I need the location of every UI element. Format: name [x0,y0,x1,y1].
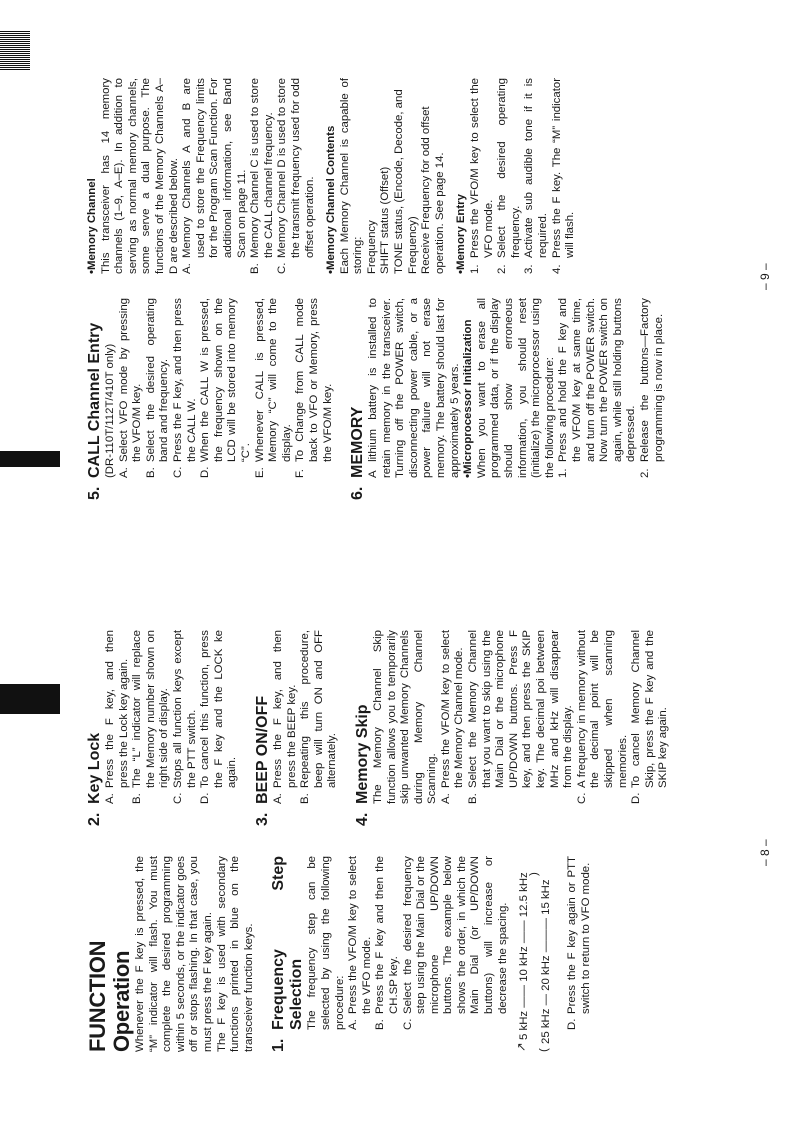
step-a: A. Press the F key, and then press the Lock key again. [104,630,130,804]
subsection-text: This transceiver has 14 memory channels (1–9, A–E). In addition to serving as normal memory channels, some serve a dual purpose. The functions of the Memory Channels A–D are described below. [99,78,180,274]
item-c: C. Memory Channel D is used to store the transmit frequency used for odd offset operation. [276,78,316,274]
step-c: C. Press the F key, and then press the CALL W. [171,298,198,478]
content-line: TONE status, (Encode, Decode, and Frequency) [393,89,419,274]
section-heading: 3. BEEP ON/OFF [253,695,271,826]
section-tab-left [0,684,60,714]
step-e: E. Whenever CALL is pressed, Memory “C” will come to the display. [253,298,293,478]
step-c: C. Stops all function keys except the PTT switch. [171,630,198,804]
diagram-bottom-row: 25 kHz — 20 kHz ——— 15 kHz [540,879,553,1044]
item-b: B. Memory Channel C is used to store the CALL channel frequency. [249,78,275,274]
step-2: 2. Release the buttons—Factory programming is now in place. [638,298,665,478]
step-b: B. Press the F key and then the CH.SP key. [374,856,400,1030]
step-a: A. Press the VFO/M key to select the Memory Channel mode. [439,630,466,804]
step-2: 2. Select the desired operating frequency. [496,78,522,274]
step-b: B. Select the desired operating band and frequency. [144,298,171,478]
step-d: D. When the CALL W is pressed, the frequency shown on the LCD will be stored into memory “C”. [199,298,252,478]
cycle-return-icon: ) [528,872,541,876]
intro-text-2: The F key is used with secondary functions printed in blue on the transceiver function keys. [215,856,255,1052]
step-b: B. Select the Memory Channel that you want to skip using the Main Dial or the microphone UP/DOWN buttons. Press F key, and then press the SKIP key. The decimal poi between MHz and kHz will disappear from the display. [467,630,575,804]
step-1: 1. Press and hold the F key and the VFO/M key at same time, and turn off the POWER switch. Now turn the POWER switch on again, while still holding buttons depressed. [557,298,638,478]
section-intro: A lithium battery is installed to retain memory in the transceiver. Turning off the POWER switch, disconnecting power cable, or a power failure will not erase memory. The battery should last for approximately 5 years. [367,298,461,478]
section-call-entry [86,298,335,500]
step-d: D. To cancel Memory Channel Skip, press the F key and the SKIP key again. [630,630,670,804]
step-c: C. A frequency in memory without the decimal point will be skipped when scanning memories. [575,630,629,804]
section-beep [254,630,340,826]
section-memory-skip [354,630,671,826]
step-a: A. Select VFO mode by pressing the VFO/M key. [117,298,144,478]
content-line: Receive Frequency for odd offset operation. See page 14. [420,106,446,274]
subsection-heading: •Memory Channel [86,178,98,274]
step-3: 3. Activate sub audible tone if it is required. [523,78,549,274]
step-f: F. To Change from CALL mode back to VFO or Memory, press the VFO/M key. [294,298,334,478]
subsection-heading: •Memory Entry [455,194,468,274]
content-line: Frequency [365,220,378,274]
model-note: (DR-110T/112T/410T only) [104,343,116,478]
edge-marker [0,30,30,70]
section-heading: 5. CALL Channel Entry [86,322,103,500]
subsection-text: When you want to erase all programmed data, or if the display should show erroneous information, you should reset (initialize) the microprocessor using the following procedure: [475,298,556,478]
section-heading: 6. MEMORY [349,406,367,500]
frequency-step-cycle-diagram [516,856,560,1052]
step-d: D. To cancel this function, press the F key and the LOCK ke again. [199,630,239,804]
diagram-top-row: 5 kHz —— 10 kHz —— 12.5 kHz [518,872,531,1040]
column-memory-channel [86,78,578,274]
step-a: A. Press the VFO/M key to select the VFO mode. [347,856,373,1030]
column-function-operation [86,856,593,1052]
section-heading: 4. Memory Skip [353,704,371,826]
cycle-arrow-icon: ↗ [516,1042,529,1052]
step-1: 1. Press the VFO/M key to select the VFO mode. [469,78,495,274]
item-a: A. Memory Channels A and B are used to store the Frequency limits for the Program Scan Function. For additional information, see Band Scan on page 11. [181,78,248,274]
section-heading: 1. Frequency Step Selection [270,856,306,1052]
cycle-curve-icon: ( [538,1048,551,1052]
subsection-text: Each Memory Channel is capable of storing: [338,78,365,274]
step-d: D. Press the F key again or PTT switch to return to VFO mode. [566,856,592,1030]
section-intro: The Memory Channel Skip function allows you to temporarily skip unwanted Memory Channels during Memory Channel Scanning. [371,630,439,804]
intro-text: Whenever the F key is pressed, the “M” indicator will flash. You must complete the desired programming within 5 seconds, or the indicator goes off or stops flashing. In that case, you must press the F key again. [134,856,214,1052]
page-number-right: – 9 – [758,263,772,290]
content-line: SHIFT status (Offset) [379,166,392,274]
page-number-left: – 8 – [758,839,772,866]
section-intro: The frequency step can be selected by using the following procedure: [306,856,346,1030]
step-c: C. Select the desired frequency step using the Main Dial or the microphone UP/DOWN buttons. The example below shows the order, in which the Main Dial (or UP/DOWN buttons) will increase or decrease the spacing. [401,856,509,1030]
column-key-lock-beep-skip [86,630,671,826]
subsection-heading: •Microprocessor Initialization [462,319,475,478]
section-heading: 2. Key Lock [86,732,103,826]
page-title: FUNCTION Operation [85,940,134,1052]
step-a: A. Press the F key, and then press the BEEP key. [271,630,298,804]
section-key-lock [86,630,240,826]
section-tab-right [0,451,60,467]
step-b: B. Repeating this procedure, beep will turn ON and OFF alternately. [299,630,339,804]
section-frequency-step [270,856,593,1052]
step-4: 4. Press the F key. The “M” indicator will flash. [550,78,577,274]
section-memory [349,298,666,500]
column-call-memory [86,298,666,500]
step-b: B. The “L” indicator will replace the Memory number shown on right side of display. [131,630,171,804]
subsection-heading: •Memory Channel Contents [325,125,338,274]
